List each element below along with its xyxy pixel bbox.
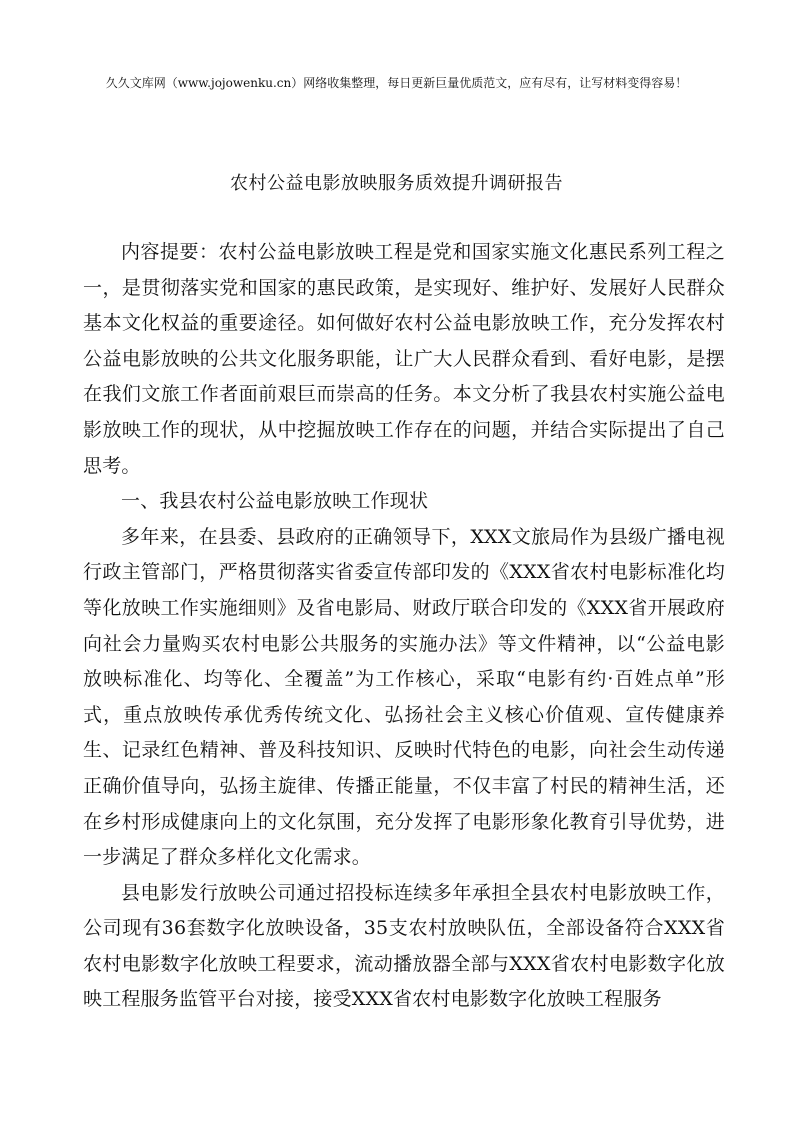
body-paragraph: 多年来，在县委、县政府的正确领导下，XXX文旅局作为县级广播电视行政主管部门，严格贯彻落实省委宣传部印发的《XXX省农村电影标准化均等化放映工作实施细则》及省电影局、财政厅联合印发的《XXX省开展政府向社会力量购买农村电影公共服务的实施办法》等文件精神，以“公益电影放映标准化、均等化、全覆盖”为工作核心，采取“电影有约·百姓点单”形式，重点放映传承优秀传统文化、弘扬社会主义核心价值观、宣传健康养生、记录红色精神、普及科技知识、反映时代特色的电影，向社会生动传递正确价值导向，弘扬主旋律、传播正能量，不仅丰富了村民的精神生活，还在乡村形成健康向上的文化氛围，充分发挥了电影形象化教育引导优势，进一步满足了群众多样化文化需求。 — [83, 525, 725, 869]
abstract-paragraph: 内容提要：农村公益电影放映工程是党和国家实施文化惠民系列工程之一，是贯彻落实党和国家的惠民政策，是实现好、维护好、发展好人民群众基本文化权益的重要途径。如何做好农村公益电影放映工作，充分发挥农村公益电影放映的公共文化服务职能，让广大人民群众看到、看好电影，是摆在我们文旅工作者面前艰巨而崇高的任务。本文分析了我县农村实施公益电影放映工作的现状，从中挖掘放映工作存在的问题，并结合实际提出了自己思考。 — [83, 241, 725, 477]
section-heading: 一、我县农村公益电影放映工作现状 — [121, 490, 429, 513]
page-header: 久久文库网（www.jojowenku.cn）网络收集整理，每日更新巨量优质范文，应有尽有，让写材料变得容易！ — [105, 76, 688, 90]
body-paragraph: 县电影发行放映公司通过招投标连续多年承担全县农村电影放映工作，公司现有36套数字化放映设备，35支农村放映队伍，全部设备符合XXX省农村电影数字化放映工程要求，流动播放器全部与XXX省农村电影数字化放映工程服务监管平台对接，接受XXX省农村电影数字化放映工程服务 — [83, 881, 725, 1011]
document-body — [83, 235, 725, 1018]
document-title: 农村公益电影放映服务质效提升调研报告 — [230, 173, 563, 194]
